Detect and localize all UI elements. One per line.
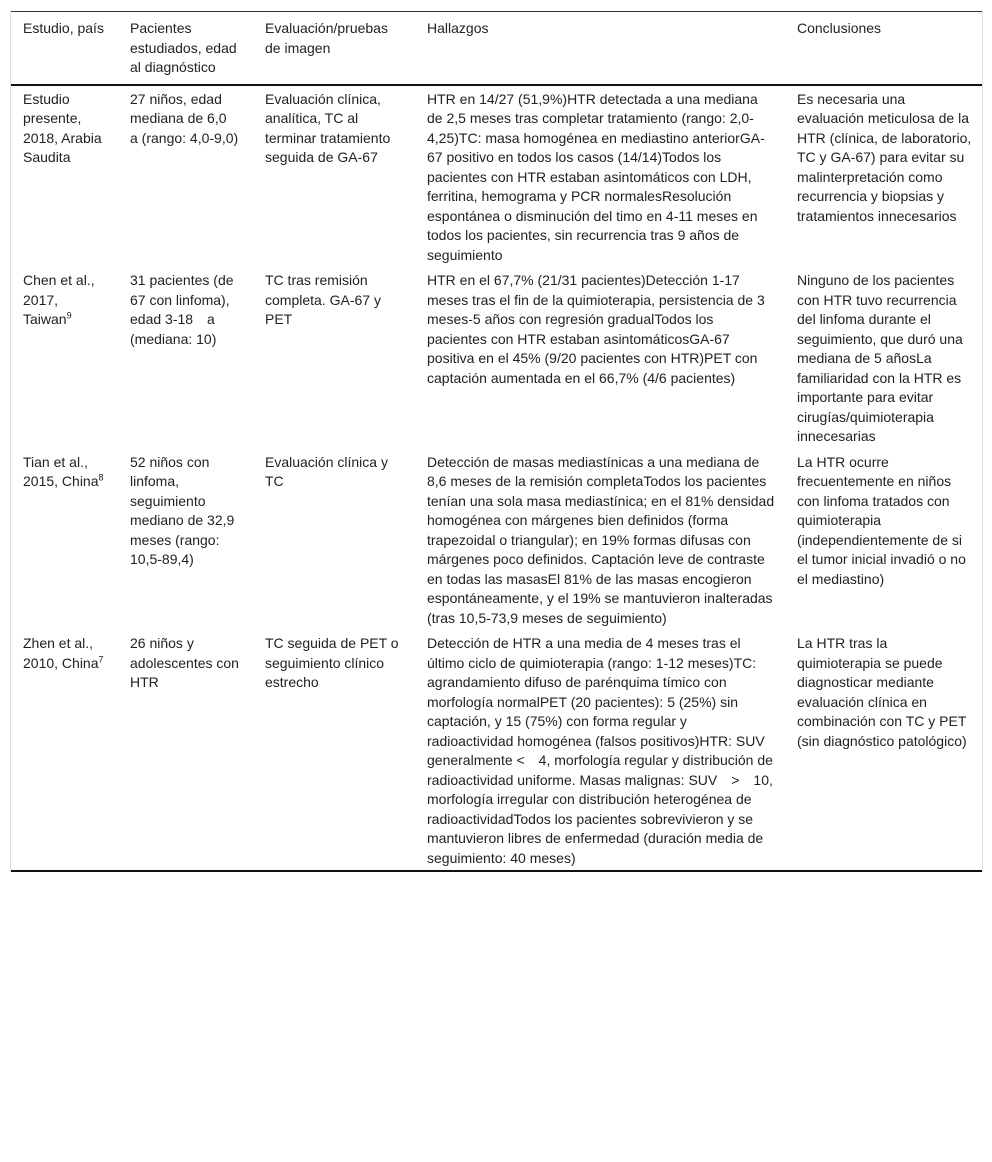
table-row (11, 449, 982, 631)
cell-findings: HTR en 14/27 (51,9%)HTR detectada a una mediana de 2,5 meses tras completar tratamiento (rango: 2,0-4,25)TC: masa homogénea en mediastino anteriorGA-67 positivo en todos los casos (14/14)Todos los pacientes con HTR estaban asintomáticos con LDH, ferritina, hemograma y PCR normalesResolución espontánea o disminución del timo en 4-11 meses en todos los pacientes, sin recurrencia tras 9 años de seguimiento (427, 90, 765, 263)
cell-evaluation: Evaluación clínica, analítica, TC al terminar tratamiento seguida de GA-67 (265, 90, 391, 165)
reference-link[interactable]: 7 (98, 653, 104, 664)
cell-patients: 31 pacientes (de 67 con linfoma), edad 3-18 a (mediana: 10) (130, 272, 234, 347)
cell-evaluation: TC tras remisión completa. GA-67 y PET (265, 272, 381, 327)
table-row (11, 267, 982, 449)
header-conclusions: Conclusiones (797, 20, 882, 36)
cell-conclusions: Ninguno de los pacientes con HTR tuvo recurrencia del linfoma durante el seguimiento, que duró una mediana de 5 añosLa familiaridad con la HTR es importante para evitar cirugías/quimioterapia innecesarias (797, 272, 963, 444)
table-row (11, 630, 982, 871)
cell-conclusions: La HTR tras la quimioterapia se puede diagnosticar mediante evaluación clínica en combinación con TC y PET (sin diagnóstico patológico) (797, 635, 967, 749)
header-findings: Hallazgos (427, 20, 489, 36)
cell-evaluation: Evaluación clínica y TC (265, 453, 388, 489)
cell-patients: 52 niños con linfoma, seguimiento mediano de 32,9 meses (rango: 10,5-89,4) (130, 453, 235, 567)
study-name: Estudio presente, 2018, Arabia Saudita (23, 90, 102, 165)
cell-conclusions: La HTR ocurre frecuentemente en niños con linfoma tratados con quimioterapia (independientemente de si el tumor inicial invadió o no el mediastino) (797, 453, 966, 587)
study-name: Chen et al., 2017, Taiwan (23, 272, 95, 327)
header-evaluation: Evaluación/pruebas de imagen (265, 20, 388, 56)
cell-findings: Detección de masas mediastínicas a una mediana de 8,6 meses de la remisión completaTodos los pacientes tenían una sola masa mediastínica; en el 81% densidad homogénea con márgenes bien definidos (forma trapezoidal o triangular); en 19% formas difusas con márgenes poco definidos. Captación leve de contraste en todas las masasEl 81% de las masas encogieron espontáneamente, y el 19% se mantuvieron inalteradas (tras 10,5-73,9 meses de seguimiento) (427, 453, 775, 626)
cell-study (11, 449, 118, 631)
header-patients: Pacientes estudiados, edad al diagnóstico (130, 20, 237, 75)
table-row (11, 85, 982, 268)
cell-evaluation: TC seguida de PET o seguimiento clínico estrecho (265, 635, 399, 690)
cell-conclusions: Es necesaria una evaluación meticulosa de la HTR (clínica, de laboratorio, TC y GA-67) para evitar su malinterpretación como recurrencia y biopsias y tratamientos innecesarios (797, 90, 972, 224)
cell-findings: HTR en el 67,7% (21/31 pacientes)Detección 1-17 meses tras el fin de la quimioterapia, persistencia de 3 meses-5 años con regresión gradualTodos los pacientes con HTR estaban asintomáticosGA-67 positiva en el 45% (9/20 pacientes con HTR)PET con captación aumentada en el 66,7% (4/6 pacientes) (427, 272, 765, 386)
cell-findings: Detección de HTR a una media de 4 meses tras el último ciclo de quimioterapia (rango: 1-12 meses)TC: agrandamiento difuso de parénquima tímico con morfología normalPET (20 pacientes): 5 (25%) sin captación, y 15 (75%) con forma regular y radioactividad homogénea (falsos positivos)HTR: SUV generalmente < 4, morfología regular y distribución de radioactividad uniforme. Masas malignas: SUV > 10, morfología irregular con distribución heterogénea de radioactividadTodos los pacientes sobrevivieron y se mantuvieron libres de enfermedad (duración media de seguimiento: 40 meses) (427, 635, 773, 866)
cell-study (11, 85, 118, 268)
header-study: Estudio, país (23, 20, 104, 36)
study-name: Zhen et al., 2010, China (23, 635, 99, 671)
header-row (11, 12, 982, 85)
studies-table (11, 11, 982, 872)
reference-link[interactable]: 9 (66, 310, 72, 321)
table-container (10, 11, 983, 872)
cell-study (11, 630, 118, 871)
cell-patients: 26 niños y adolescentes con HTR (130, 635, 239, 690)
study-name: Tian et al., 2015, China (23, 453, 99, 489)
cell-study (11, 267, 118, 449)
reference-link[interactable]: 8 (98, 472, 104, 483)
cell-patients: 27 niños, edad mediana de 6,0 a (rango: 4,0-9,0) (130, 90, 241, 146)
